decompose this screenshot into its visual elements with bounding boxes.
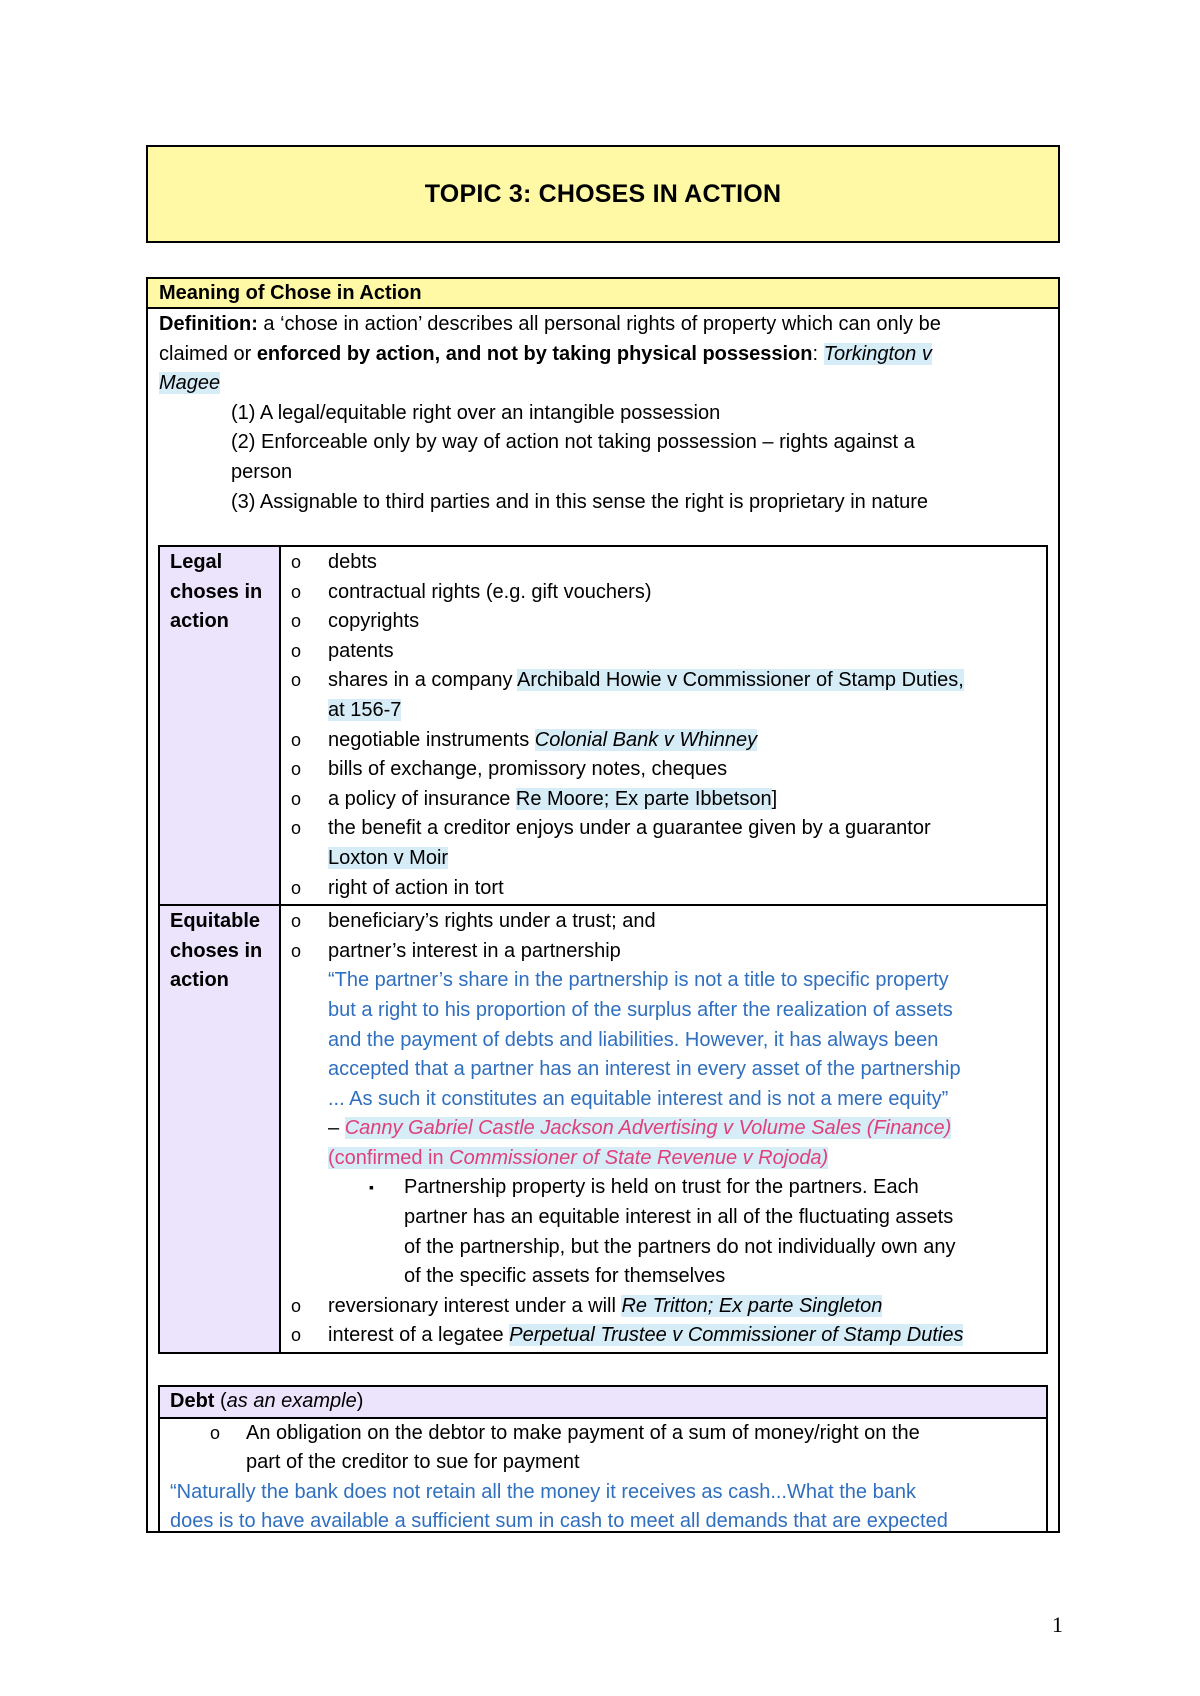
definition-label: Definition:	[159, 313, 258, 335]
legal-choses-label: Legal choses in action	[159, 546, 280, 905]
list-item: o beneficiary’s rights under a trust; and	[291, 910, 656, 933]
definition-line-3	[159, 369, 1048, 399]
quote-line: does is to have available a sufficient sum in cash to meet all demands that are expected	[170, 1510, 948, 1533]
case-citation: Colonial Bank v Whinney	[534, 728, 758, 751]
quote-line: but a right to his proportion of the surplus after the realization of assets	[328, 998, 953, 1021]
quote-line: ... As such it constitutes an equitable interest and is not a mere equity”	[328, 1087, 949, 1110]
list-item: o a policy of insurance Re Moore; Ex parte Ibbetson]	[291, 787, 778, 810]
case-citation: Re Tritton; Ex parte Singleton	[621, 1294, 883, 1317]
debt-heading: Debt (as an example)	[159, 1386, 1047, 1418]
legal-choses-list	[280, 546, 1047, 905]
case-citation: Canny Gabriel Castle Jackson Advertising v Volume Sales (Finance)	[344, 1117, 952, 1140]
equitable-choses-row	[159, 905, 1047, 1353]
quote-line: accepted that a partner has an interest in every asset of the partnership	[328, 1058, 961, 1081]
topic-title: TOPIC 3: CHOSES IN ACTION	[424, 179, 782, 208]
equitable-choses-label: Equitable choses in action	[159, 905, 280, 1353]
definition-line-2: claimed or enforced by action, and not by taking physical possession: Torkington v	[159, 342, 932, 365]
case-citation: Loxton v Moir	[328, 846, 449, 869]
case-citation: Magee	[159, 372, 221, 395]
debt-table	[158, 1385, 1048, 1533]
quote-line: “Naturally the bank does not retain all the money it receives as cash...What the bank	[170, 1480, 916, 1503]
list-item: o copyrights	[291, 610, 420, 633]
equitable-choses-list	[280, 905, 1047, 1353]
list-item: o right of action in tort	[291, 876, 504, 899]
list-item: o patents	[291, 639, 394, 662]
case-citation: Perpetual Trustee v Commissioner of Stamp Duties	[509, 1324, 964, 1347]
debt-body	[159, 1418, 1047, 1533]
sub-list-item: ▪ Partnership property is held on trust for the partners. Each partner has an equitable interest in all of the fluctuating assets of the partnership, but the partners do not individually own any of the specific assets for themselves	[291, 1173, 1042, 1291]
legal-choses-row	[159, 546, 1047, 905]
case-citation: (confirmed in Commissioner of State Revenue v Rojoda)	[328, 1146, 829, 1169]
choses-table	[158, 545, 1048, 1354]
definition-point: (1) A legal/equitable right over an intangible possession	[231, 401, 721, 424]
list-item: o reversionary interest under a will Re Tritton; Ex parte Singleton	[291, 1294, 883, 1317]
list-item: o shares in a company Archibald Howie v Commissioner of Stamp Duties, at 156-7	[291, 669, 964, 721]
list-item: o negotiable instruments Colonial Bank v Whinney	[291, 728, 758, 751]
meaning-heading: Meaning of Chose in Action	[148, 279, 1058, 309]
list-item: o bills of exchange, promissory notes, cheques	[291, 758, 728, 781]
case-citation: Torkington v	[823, 342, 932, 365]
definition-point: (2) Enforceable only by way of action not taking possession – rights against a	[231, 431, 915, 454]
list-item: o debts	[291, 551, 377, 573]
list-item: o the benefit a creditor enjoys under a guarantee given by a guarantor Loxton v Moir	[291, 817, 931, 869]
definition-point: person	[231, 460, 293, 483]
list-item: o interest of a legatee Perpetual Trustee v Commissioner of Stamp Duties	[291, 1324, 964, 1347]
list-item: o partner’s interest in a partnership “The partner’s share in the partnership is not a title to specific property but a right to his proportion of the surplus after the realization of assets and the payment of debts and liabilities. However, it has always been accepted that a partner has an interest in every asset of the partnership ... As such it constitutes an equitable interest and is not a mere equity” – Canny Gabriel Castle Jackson Advertising v Volume Sales (Finance) (confirmed in Commissioner of State Revenue v Rojoda)	[291, 939, 961, 1169]
case-citation: Re Moore; Ex parte Ibbetson	[515, 787, 772, 810]
square-bullet-icon: ▪	[369, 1179, 374, 1196]
quote-line: and the payment of debts and liabilities. However, it has always been	[328, 1028, 939, 1051]
case-citation: Archibald Howie v Commissioner of Stamp Duties,	[517, 669, 964, 692]
page-number: 1	[1052, 1612, 1063, 1637]
list-item: o An obligation on the debtor to make payment of a sum of money/right on the part of the creditor to sue for payment	[210, 1421, 920, 1474]
definition-point: (3) Assignable to third parties and in this sense the right is proprietary in nature	[231, 490, 929, 513]
topic-title-box	[146, 145, 1060, 243]
definition-block	[148, 309, 1058, 517]
notes-table	[146, 277, 1060, 1533]
quote-line: “The partner’s share in the partnership is not a title to specific property	[328, 969, 949, 992]
definition-line-1: Definition: a ‘chose in action’ describes all personal rights of property which can only be	[159, 313, 941, 335]
list-item: o contractual rights (e.g. gift vouchers)	[291, 580, 652, 603]
case-citation: at 156-7	[328, 698, 402, 721]
